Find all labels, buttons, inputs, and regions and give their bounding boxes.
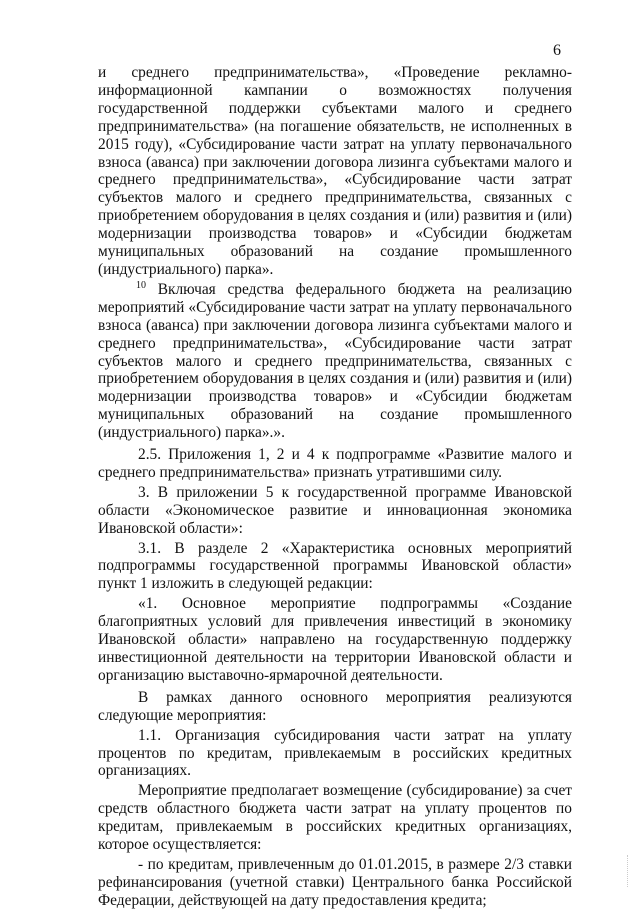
footnote-marker: 10	[136, 279, 146, 291]
paragraph-credit-before-2015: - по кредитам, привлеченным до 01.01.2015, в размере 2/3 ставки рефинансирования (учетной ставки) Центрального банка Российской Федерации, действующей на дату предоставления кредита;	[98, 855, 572, 909]
paragraph-footnote-10	[98, 281, 572, 442]
paragraph-3-1: 3.1. В разделе 2 «Характеристика основных мероприятий подпрограммы государственной программы Ивановской области» пункт 1 изложить в следующей редакции:	[98, 539, 572, 593]
page-number: 6	[553, 42, 561, 59]
paragraph-measures-intro: В рамках данного основного мероприятия реализуются следующие мероприятия:	[98, 688, 572, 724]
footnote-text: Включая средства федерального бюджета на реализацию мероприятий «Субсидирование части затрат на уплату первоначального взноса (аванса) при заключении договора лизинга субъектами малого и среднего предпринимательства», «Субсидирование части затрат субъектов малого и среднего предпринимательства, связанных с приобретением оборудования в целях создания и (или) развития и (или) модернизации производства товаров» и «Субсидии бюджетам муниципальных образований на создание промышленного (индустриального) парка».».	[98, 280, 572, 442]
paragraph-quote-1: «1. Основное мероприятие подпрограммы «Создание благоприятных условий для привлечения инвестиций в экономику Ивановской области» направлено на государственную поддержку инвестиционной деятельности на территории Ивановской области и организацию выставочно-ярмарочной деятельности.	[98, 595, 572, 684]
scan-edge-mark	[627, 855, 630, 887]
paragraph-measure-description: Мероприятие предполагает возмещение (субсидирование) за счет средств областного бюджета части затрат на уплату процентов по кредитам, привлекаемым в российских кредитных организациях, которое осуществляется:	[98, 782, 572, 854]
document-body	[98, 64, 572, 910]
paragraph-continuation: и среднего предпринимательства», «Проведение рекламно-информационной кампании о возможностях получения государственной поддержки субъектами малого и среднего предпринимательства» (на погашение обязательств, не исполненных в 2015 году), «Субсидирование части затрат на уплату первоначального взноса (аванса) при заключении договора лизинга субъектами малого и среднего предпринимательства», «Субсидирование части затрат субъектов малого и среднего предпринимательства, связанных с приобретением оборудования в целях создания и (или) развития и (или) модернизации производства товаров» и «Субсидии бюджетам муниципальных образований на создание промышленного (индустриального) парка».	[98, 64, 572, 278]
paragraph-2-5: 2.5. Приложения 1, 2 и 4 к подпрограмме «Развитие малого и среднего предпринимательства» признать утратившими силу.	[98, 446, 572, 481]
paragraph-3: 3. В приложении 5 к государственной программе Ивановской области «Экономическое развитие и инновационная экономика Ивановской области»:	[98, 483, 572, 537]
paragraph-1-1: 1.1. Организация субсидирования части затрат на уплату процентов по кредитам, привлекаемым в российских кредитных организациях.	[98, 726, 572, 780]
